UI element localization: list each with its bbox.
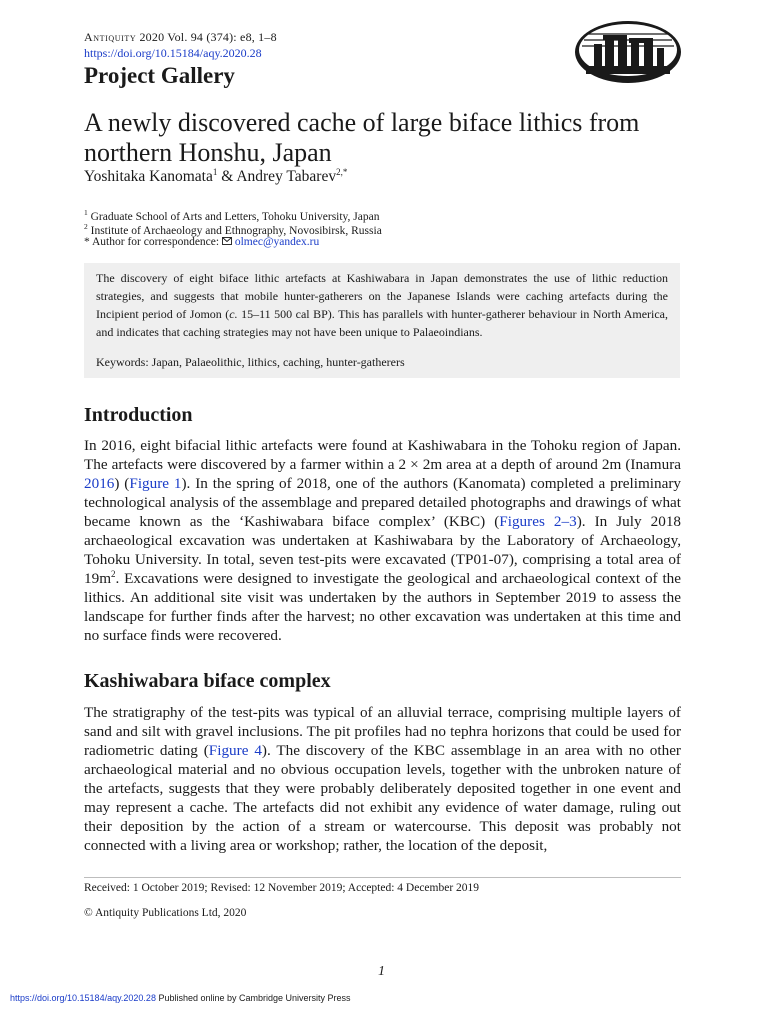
introduction-paragraph — [84, 436, 681, 645]
affiliation-mark: 1 — [84, 208, 88, 217]
reference-link[interactable]: 2016 — [84, 475, 115, 492]
journal-volume: 2020 Vol. 94 (374): e8, 1–8 — [136, 30, 277, 44]
author-name: Yoshitaka Kanomata — [84, 168, 213, 186]
section-heading-kbc: Kashiwabara biface complex — [84, 670, 331, 692]
abstract-text — [96, 269, 668, 341]
affiliation-text: Institute of Archaeology and Ethnography, Novosibirsk, Russia — [87, 224, 382, 237]
keywords: Keywords: Japan, Palaeolithic, lithics, caching, hunter-gatherers — [96, 355, 405, 369]
footer-divider — [84, 877, 681, 878]
author-list — [84, 167, 347, 186]
footer-doi-link[interactable]: https://doi.org/10.15184/aqy.2020.28 — [10, 993, 156, 1003]
text-run: In 2016, eight bifacial lithic artefacts were found at Kashiwabara in the Tohoku region of Japan. The artefacts were discovered by a farmer within a 2 × 2m area at a depth of around 2m (Inamura — [84, 437, 681, 473]
article-title: A newly discovered cache of large biface lithics from northern Honshu, Japan — [84, 108, 640, 167]
superscript: 2 — [111, 568, 116, 579]
text-run: ). In July 2018 archaeological excavation was undertaken at Kashiwabara by the Laboratory of Archaeology, Tohoku University. In total, seven test-pits were excavated (TP01-07), comprising a total area of 19m — [84, 513, 682, 587]
section-label: Project Gallery — [84, 63, 235, 88]
stonehenge-logo-icon — [574, 20, 682, 84]
text-run: ). In the spring of 2018, one of the authors (Kanomata) completed a preliminary technological analysis of the assemblage and prepared detailed photographs and drawings of what became known as the ‘Kashiwabara biface complex’ (KBC) ( — [84, 475, 681, 530]
affiliation-text: Graduate School of Arts and Letters, Tohoku University, Japan — [87, 210, 380, 223]
abstract-part: 15–11 500 cal BP). This has parallels with hunter-gatherer behaviour in North America, and indicates that caching strategies may not have been unique to Palaeoindians. — [96, 307, 668, 339]
author-separator: & — [217, 168, 237, 186]
correspondence — [84, 235, 319, 249]
footer-publication-line — [10, 993, 351, 1003]
figure-link[interactable]: Figure 4 — [208, 742, 262, 759]
kbc-paragraph — [84, 703, 681, 855]
author-name: Andrey Tabarev — [236, 168, 337, 186]
page-number: 1 — [378, 964, 385, 979]
affiliation-mark: 2 — [84, 222, 88, 231]
section-heading-introduction: Introduction — [84, 404, 193, 426]
journal-name: Antiquity — [84, 30, 137, 44]
correspondence-label: * Author for correspondence: — [84, 236, 222, 248]
abstract-circa: c. — [229, 307, 238, 321]
journal-citation — [84, 30, 277, 45]
author-affiliation-mark: 2,* — [336, 167, 348, 177]
text-run: . Excavations were designed to investigate the geological and archaeological context of the lithics. An additional site visit was undertaken by the authors in September 2019 to assess the landscape for further finds after the harvest; no other excavation was undertaken at this time and no surface finds were recovered. — [84, 570, 681, 644]
copyright: © Antiquity Publications Ltd, 2020 — [84, 907, 247, 919]
published-note: Published online by Cambridge University Press — [155, 993, 351, 1003]
correspondence-email-link[interactable]: olmec@yandex.ru — [234, 236, 320, 248]
text-run: ) ( — [114, 475, 130, 492]
author-affiliation-mark: 1 — [212, 167, 218, 177]
abstract-part: The discovery of eight biface lithic artefacts at Kashiwabara in Japan demonstrates the use of lithic reduction strategies, and suggests that mobile hunter-gatherers on the Japanese Islands were caching artefacts during the Incipient period of Jomon ( — [96, 271, 668, 321]
figure-link[interactable]: Figures 2–3 — [499, 513, 577, 530]
article-dates: Received: 1 October 2019; Revised: 12 November 2019; Accepted: 4 December 2019 — [84, 882, 480, 894]
envelope-icon — [222, 237, 232, 245]
text-run: The stratigraphy of the test-pits was typical of an alluvial terrace, comprising multiple layers of sand and silt with gravel inclusions. The pit profiles had no tephra horizons that could be used for radiometric dating ( — [84, 704, 681, 759]
abstract-box — [84, 263, 680, 378]
doi-link[interactable]: https://doi.org/10.15184/aqy.2020.28 — [84, 46, 262, 60]
text-run: ). The discovery of the KBC assemblage in an area with no other archaeological material and no obvious occupation levels, together with the unbroken nature of the artefacts, suggests that they were probably deliberately deposited together in one event and may represent a cache. The artefacts did not exhibit any evidence of water damage, ruling out their deposition by the action of a stream or watercourse. This deposit was probably not connected with a living area or workshop; rather, the location of the deposit, — [84, 742, 681, 854]
figure-link[interactable]: Figure 1 — [129, 475, 182, 492]
